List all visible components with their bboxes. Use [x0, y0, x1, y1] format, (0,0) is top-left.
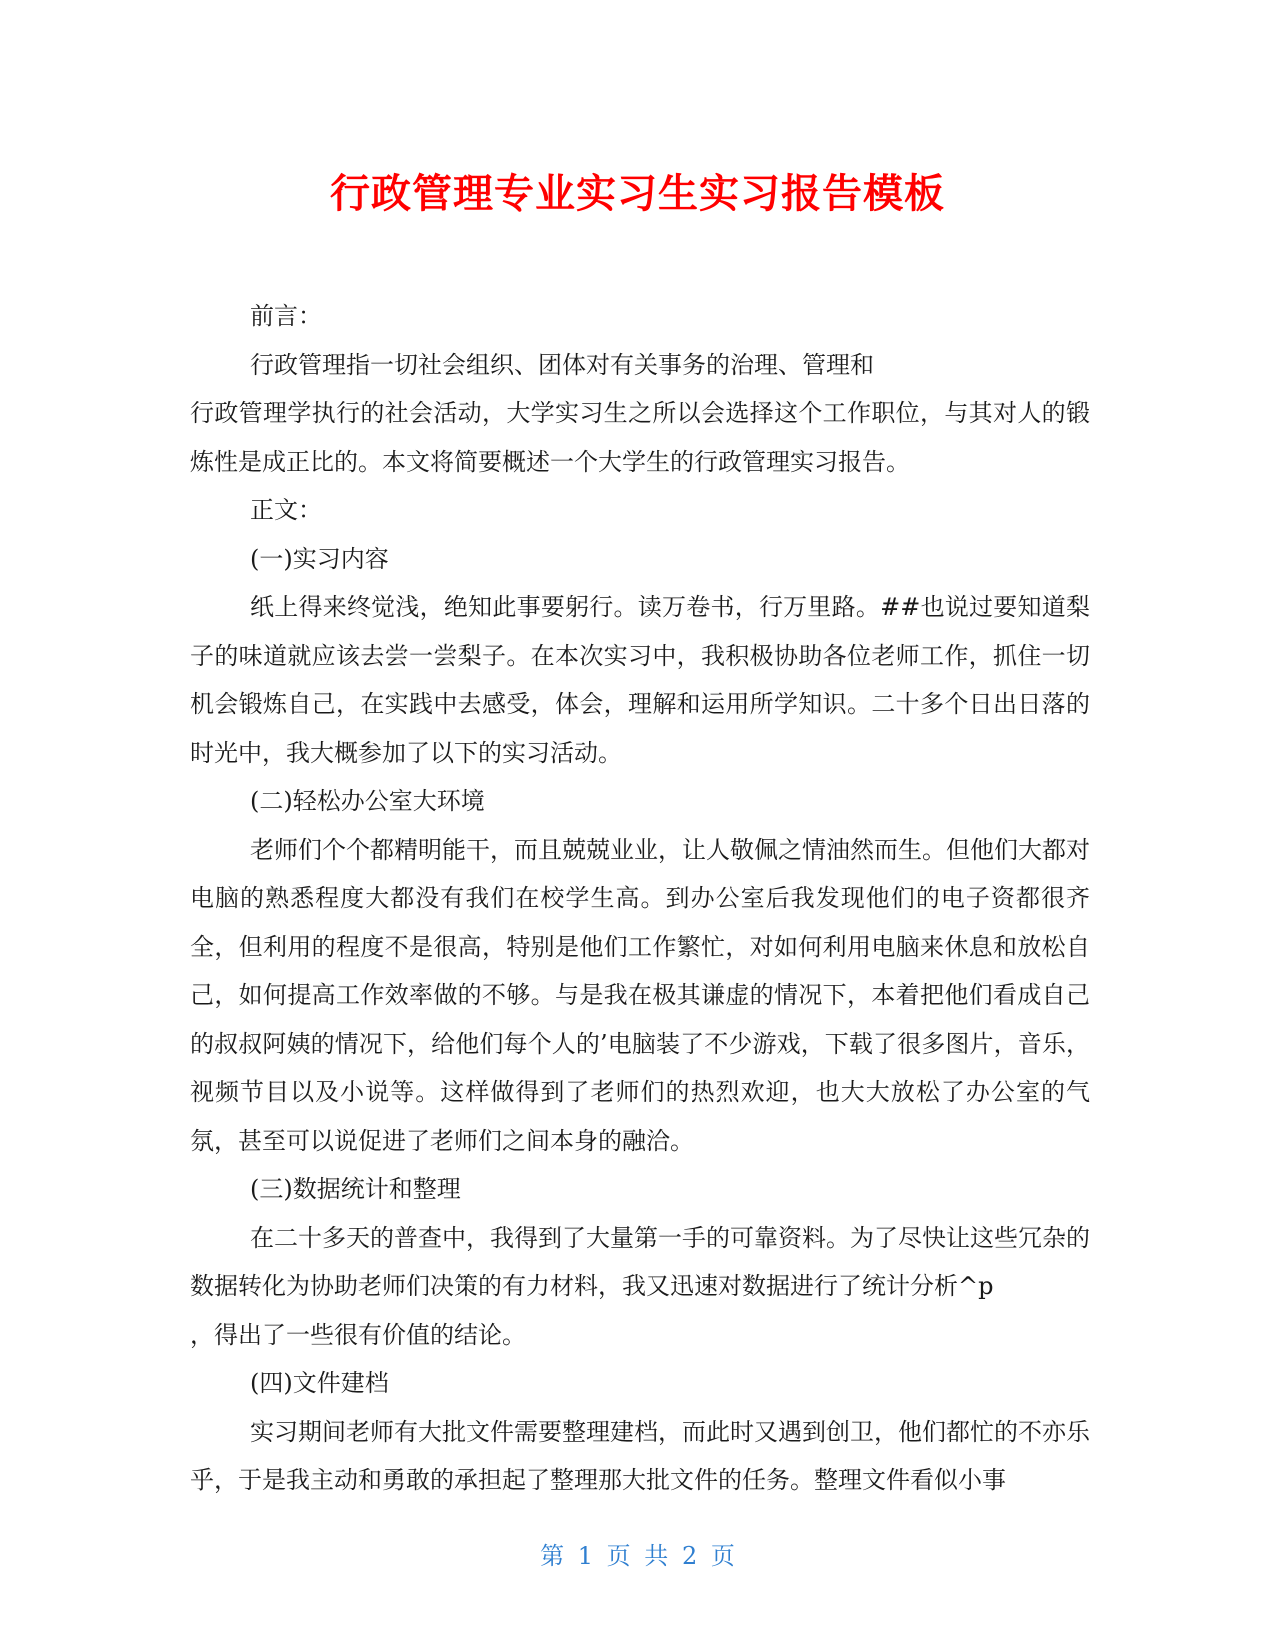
section-4-paragraph: 实习期间老师有大批文件需要整理建档，而此时又遇到创卫，他们都忙的不亦乐乎，于是我主动和勇敢的承担起了整理那大批文件的任务。整理文件看似小事 [190, 1417, 1090, 1494]
preface-heading: 前言： [250, 302, 322, 330]
section-heading-2: (二)轻松办公室大环境 [250, 787, 485, 815]
section-3-paragraph: 在二十多天的普查中，我得到了大量第一手的可靠资料。为了尽快让这些冗杂的数据转化为协助老师们决策的有力材料，我又迅速对数据进行了统计分析^p [190, 1223, 1090, 1300]
preface-paragraph-line1: 行政管理指一切社会组织、团体对有关事务的治理、管理和 [250, 350, 874, 379]
preface-paragraph-continued: 行政管理学执行的社会活动，大学实习生之所以会选择这个工作职位，与其对人的锻炼性是成正比的。本文将简要概述一个大学生的行政管理实习报告。 [190, 399, 1090, 476]
section-heading-4: (四)文件建档 [250, 1369, 389, 1397]
section-heading-1: (一)实习内容 [250, 544, 389, 573]
document-title: 行政管理专业实习生实习报告模板 [330, 171, 945, 217]
section-1-paragraph: 纸上得来终觉浅，绝知此事要躬行。读万卷书，行万里路。##也说过要知道梨子的味道就应该去尝一尝梨子。在本次实习中，我积极协助各位老师工作，抓住一切机会锻炼自己，在实践中去感受，体会，理解和运用所学知识。二十多个日出日落的时光中，我大概参加了以下的实习活动。 [190, 593, 1090, 767]
page-footer: 第 1 页 共 2 页 [540, 1542, 735, 1570]
body-heading: 正文： [250, 496, 322, 524]
document-body [190, 292, 1090, 1505]
section-heading-3: (三)数据统计和整理 [250, 1175, 461, 1203]
section-3-paragraph-continued: ，得出了一些很有价值的结论。 [190, 1320, 526, 1349]
section-2-paragraph: 老师们个个都精明能干，而且兢兢业业，让人敬佩之情油然而生。但他们大都对电脑的熟悉程度大都没有我们在校学生高。到办公室后我发现他们的电子资都很齐全，但利用的程度不是很高，特别是他们工作繁忙，对如何利用电脑来休息和放松自己，如何提高工作效率做的不够。与是我在极其谦虚的情况下，本着把他们看成自己的叔叔阿姨的情况下，给他们每个人的’电脑装了不少游戏，下载了很多图片，音乐，视频节目以及小说等。这样做得到了老师们的热烈欢迎，也大大放松了办公室的气氛，甚至可以说促进了老师们之间本身的融洽。 [190, 835, 1090, 1155]
